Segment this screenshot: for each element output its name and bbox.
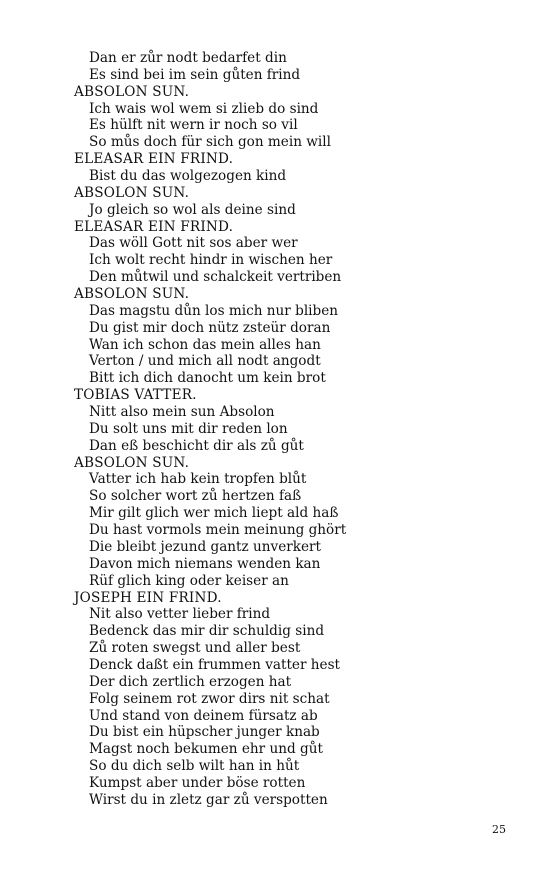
verse-line: Es sind bei im sein gůten frind (89, 66, 301, 83)
verse-line: Dan eß beschicht dir als zů gůt (89, 437, 304, 454)
verse-line: Davon mich niemans wenden kan (89, 555, 321, 572)
verse-line: Das magstu důn los mich nur bliben (89, 302, 339, 319)
verse-line: Du gist mir doch nütz zsteür doran (89, 319, 331, 336)
speaker-heading: ABSOLON SUN. (74, 454, 190, 471)
verse-line: Du bist ein hüpscher junger knab (89, 724, 320, 741)
speaker-heading: ELEASAR EIN FRIND. (74, 218, 234, 235)
verse-line: Du solt uns mit dir reden lon (89, 420, 288, 437)
verse-line: Nit also vetter lieber frind (89, 606, 271, 623)
verse-line: Du hast vormols mein meinung ghört (89, 522, 347, 539)
verse-line: So můs doch für sich gon mein will (89, 134, 331, 151)
verse-line: Verton / und mich all nodt angodt (89, 353, 321, 370)
verse-line: Bist du das wolgezogen kind (89, 168, 287, 185)
play-text (74, 50, 514, 809)
page-number: 25 (492, 823, 506, 836)
verse-line: Ich wais wol wem si zlieb do sind (89, 100, 319, 117)
verse-line: Es hülft nit wern ir noch so vil (89, 117, 298, 134)
verse-line: Den můtwil und schalckeit vertriben (89, 269, 342, 286)
speaker-heading: ELEASAR EIN FRIND. (74, 151, 234, 168)
speaker-heading: ABSOLON SUN. (74, 286, 190, 303)
speaker-heading: JOSEPH EIN FRIND. (74, 589, 222, 606)
verse-line: Das wöll Gott nit sos aber wer (89, 235, 298, 252)
verse-line: Jo gleich so wol als deine sind (89, 201, 296, 218)
speaker-heading: TOBIAS VATTER. (74, 387, 197, 404)
verse-line: Die bleibt jezund gantz unverkert (89, 538, 321, 555)
speaker-heading: ABSOLON SUN. (74, 184, 190, 201)
verse-line: Zů roten swegst und aller best (89, 640, 301, 657)
verse-line: Wan ich schon das mein alles han (89, 336, 321, 353)
verse-line: Wirst du in zletz gar zů verspotten (89, 791, 328, 808)
verse-line: Bitt ich dich danocht um kein brot (89, 370, 326, 387)
verse-line: So du dich selb wilt han in hůt (89, 758, 300, 775)
verse-line: Rüf glich king oder keiser an (89, 572, 289, 589)
verse-line: Und stand von deinem fürsatz ab (89, 707, 318, 724)
speaker-heading: ABSOLON SUN. (74, 83, 190, 100)
verse-line: Nitt also mein sun Absolon (89, 404, 275, 421)
verse-line: Magst noch bekumen ehr und gůt (89, 741, 323, 758)
verse-line: Mir gilt glich wer mich liept ald haß (89, 505, 339, 522)
verse-line: Kumpst aber under böse rotten (89, 774, 306, 791)
verse-line: Denck daßt ein frummen vatter hest (89, 656, 341, 673)
verse-line: Folg seinem rot zwor dirs nit schat (89, 690, 330, 707)
verse-line: So solcher wort zů hertzen faß (89, 488, 302, 505)
verse-line: Bedenck das mir dir schuldig sind (89, 623, 325, 640)
verse-line: Vatter ich hab kein tropfen blůt (89, 471, 307, 488)
verse-line: Der dich zertlich erzogen hat (89, 673, 292, 690)
verse-line: Dan er zůr nodt bedarfet din (89, 50, 287, 66)
verse-line: Ich wolt recht hindr in wischen her (89, 252, 333, 269)
